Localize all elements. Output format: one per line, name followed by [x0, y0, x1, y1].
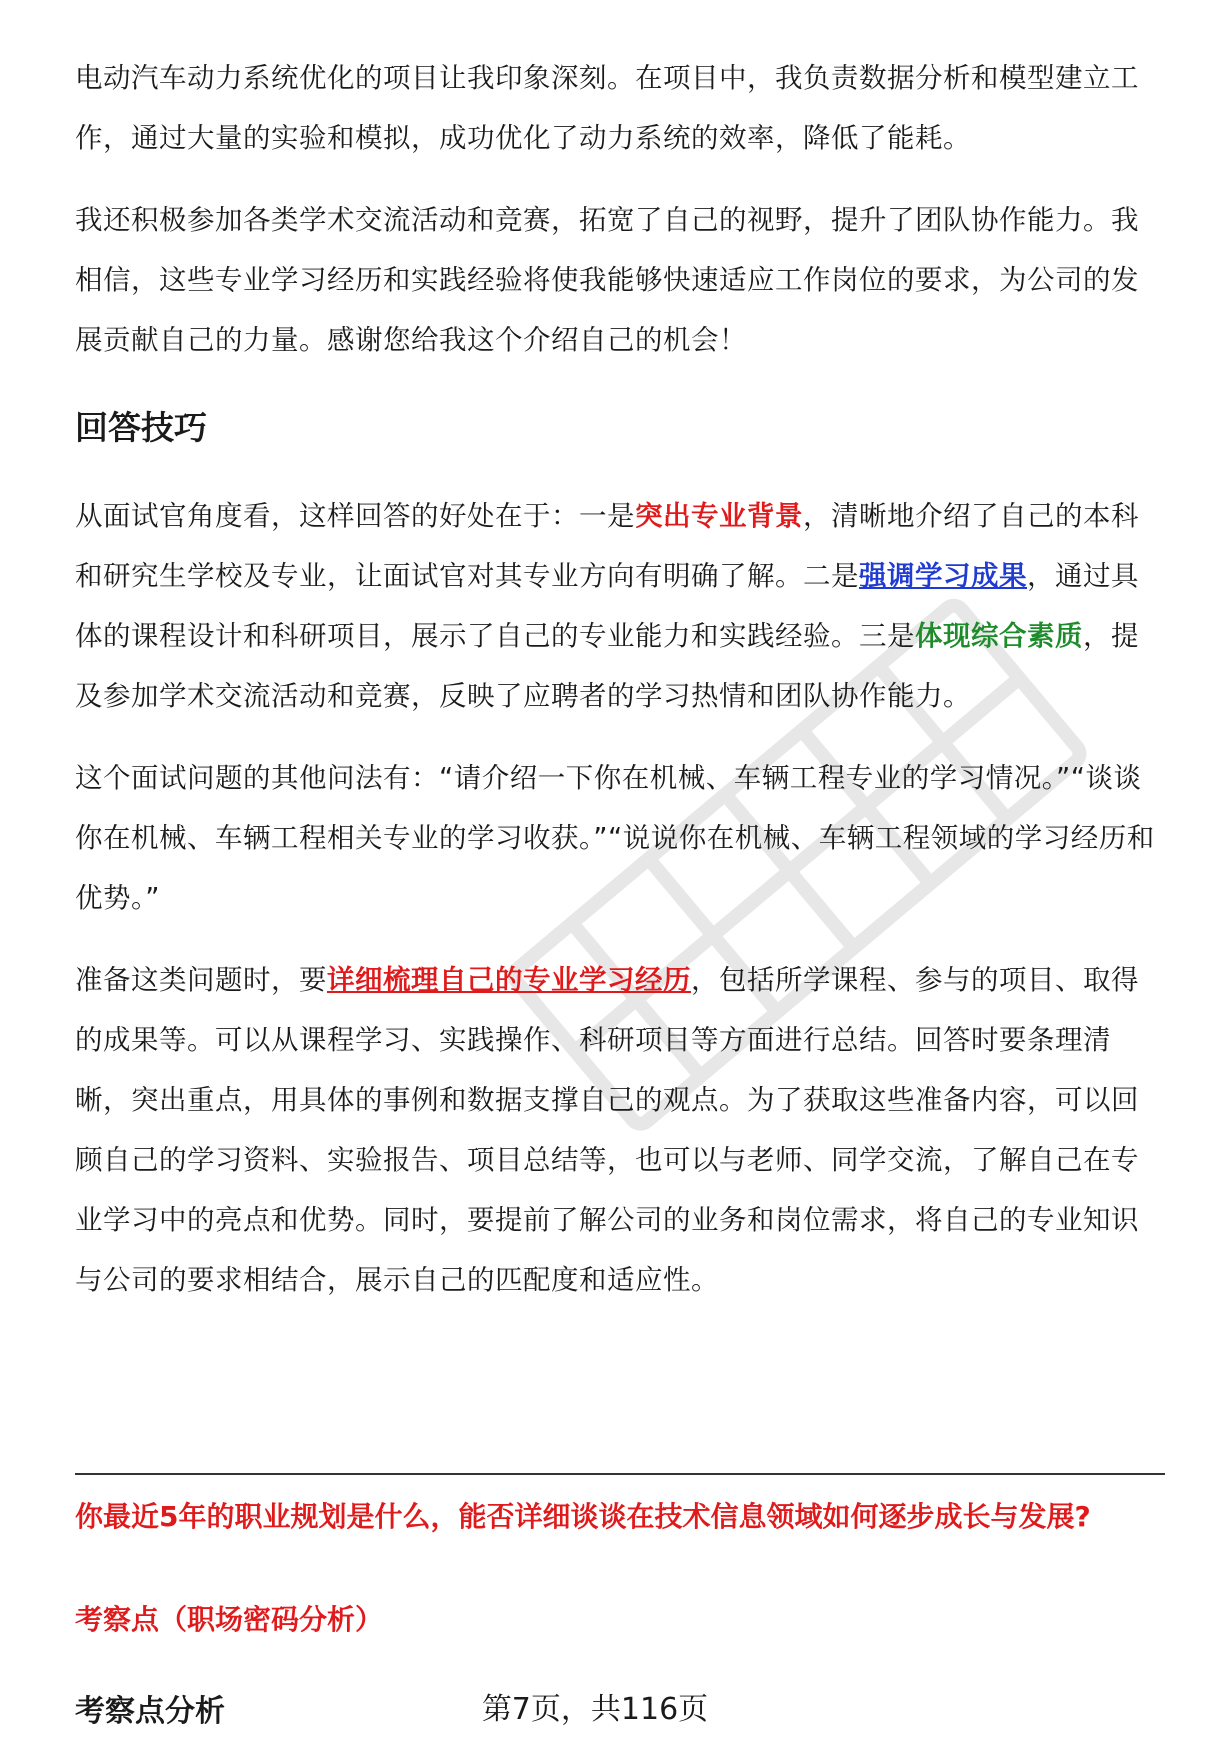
paragraph-prepare: [75, 950, 1165, 1310]
section-title: 回答技巧: [75, 408, 207, 447]
highlight-professional-background: 突出专业背景: [635, 500, 803, 532]
section-divider: [75, 1473, 1165, 1475]
tips-text-4: ，提及参加学术交流活动和竞赛，反映了应聘者的学习热情和团队协作能力。: [75, 620, 1139, 712]
paragraph-tips: [75, 486, 1165, 726]
highlight-learning-results: 强调学习成果: [859, 560, 1027, 592]
prepare-text-1: 准备这类问题时，要: [75, 964, 327, 996]
exam-point-label: 考察点（职场密码分析）: [75, 1603, 384, 1636]
tips-text-2: ，清晰地介绍了自己的本科和研究生学校及专业，让面试官对其专业方向有明确了解。二是: [75, 500, 1139, 592]
next-question-title: 你最近5年的职业规划是什么，能否详细谈谈在技术信息领域如何逐步成长与发展?: [75, 1500, 1091, 1533]
paragraph-project: 电动汽车动力系统优化的项目让我印象深刻。在项目中，我负责数据分析和模型建立工作，通过大量的实验和模拟，成功优化了动力系统的效率，降低了能耗。: [75, 62, 1139, 154]
highlight-overall-quality: 体现综合素质: [915, 620, 1083, 652]
cut-off-heading-text: 考察点分析: [75, 1694, 225, 1729]
tips-text-3: ，通过具体的课程设计和科研项目，展示了自己的专业能力和实践经验。三是: [75, 560, 1139, 652]
prepare-text-2: ，包括所学课程、参与的项目、取得的成果等。可以从课程学习、实践操作、科研项目等方面进行总结。回答时要条理清晰，突出重点，用具体的事例和数据支撑自己的观点。为了获取这些准备内容，可以回顾自己的学习资料、实验报告、项目总结等，也可以与老师、同学交流，了解自己在专业学习中的亮点和优势。同时，要提前了解公司的业务和岗位需求，将自己的专业知识与公司的要求相结合，展示自己的匹配度和适应性。: [75, 964, 1139, 1296]
paragraph-activities: 我还积极参加各类学术交流活动和竞赛，拓宽了自己的视野，提升了团队协作能力。我相信，这些专业学习经历和实践经验将使我能够快速适应工作岗位的要求，为公司的发展贡献自己的力量。感谢您给我这个介绍自己的机会！: [75, 204, 1139, 356]
paragraph-other-ways: 这个面试问题的其他问法有：“请介绍一下你在机械、车辆工程专业的学习情况。”“谈谈你在机械、车辆工程相关专业的学习收获。”“说说你在机械、车辆工程领域的学习经历和优势。”: [75, 762, 1155, 914]
page-number: 第7页，共116页: [481, 1692, 709, 1727]
highlight-study-experience: 详细梳理自己的专业学习经历: [327, 964, 691, 996]
document-body: [75, 48, 1165, 1310]
tips-text-1: 从面试官角度看，这样回答的好处在于：一是: [75, 500, 635, 532]
